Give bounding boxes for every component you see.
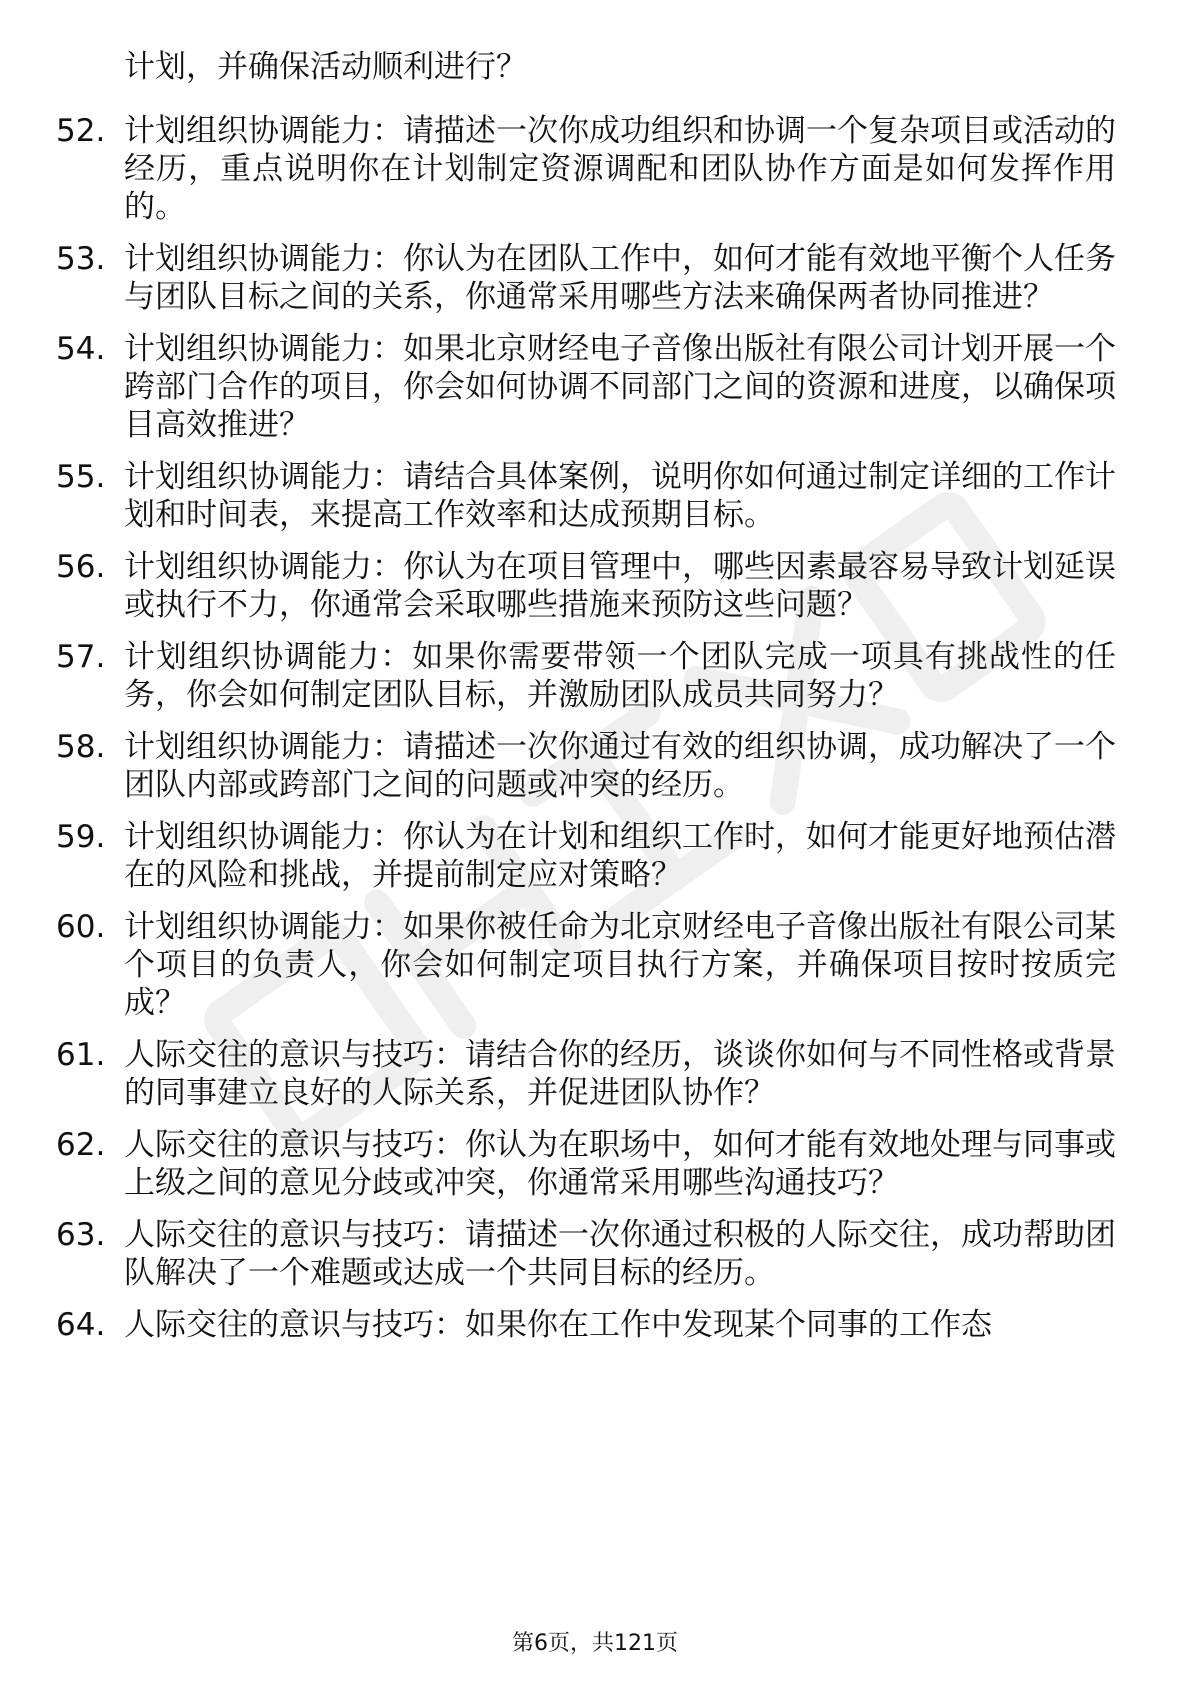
- question-item: [56, 112, 1116, 226]
- question-number: 57.: [56, 639, 106, 675]
- question-text: 计划组织协调能力：请结合具体案例，说明你如何通过制定详细的工作计划和时间表，来提高工作效率和达成预期目标。: [124, 459, 1116, 533]
- question-number: 56.: [56, 549, 106, 585]
- question-item: [56, 1126, 1116, 1202]
- question-item: [56, 818, 1116, 894]
- question-item: [56, 1306, 1116, 1344]
- question-text: 计划组织协调能力：你认为在团队工作中，如何才能有效地平衡个人任务与团队目标之间的关系，你通常采用哪些方法来确保两者协同推进？: [124, 241, 1116, 315]
- question-number: 55.: [56, 459, 106, 495]
- question-text: 计划组织协调能力：如果北京财经电子音像出版社有限公司计划开展一个跨部门合作的项目，你会如何协调不同部门之间的资源和进度，以确保项目高效推进？: [124, 331, 1116, 443]
- question-text: 人际交往的意识与技巧：请描述一次你通过积极的人际交往，成功帮助团队解决了一个难题或达成一个共同目标的经历。: [124, 1217, 1116, 1291]
- question-number: 63.: [56, 1217, 106, 1253]
- question-item: [56, 240, 1116, 316]
- question-text: 计划组织协调能力：如果你被任命为北京财经电子音像出版社有限公司某个项目的负责人，你会如何制定项目执行方案，并确保项目按时按质完成？: [124, 909, 1116, 1021]
- continuation-text: 计划，并确保活动顺利进行？: [124, 49, 527, 85]
- question-text: 人际交往的意识与技巧：你认为在职场中，如何才能有效地处理与同事或上级之间的意见分歧或冲突，你通常采用哪些沟通技巧？: [124, 1127, 1116, 1201]
- question-number: 53.: [56, 241, 106, 277]
- question-item: [56, 908, 1116, 1022]
- question-text: 计划组织协调能力：请描述一次你成功组织和协调一个复杂项目或活动的经历，重点说明你在计划制定资源调配和团队协作方面是如何发挥作用的。: [124, 113, 1116, 225]
- question-number: 64.: [56, 1307, 106, 1343]
- question-number: 58.: [56, 729, 106, 765]
- question-text: 人际交往的意识与技巧：请结合你的经历，谈谈你如何与不同性格或背景的同事建立良好的人际关系，并促进团队协作？: [124, 1037, 1116, 1111]
- question-item: [56, 330, 1116, 444]
- question-item: [56, 1216, 1116, 1292]
- question-number: 62.: [56, 1127, 106, 1163]
- question-item: [56, 638, 1116, 714]
- question-number: 52.: [56, 113, 106, 149]
- question-item: [56, 548, 1116, 624]
- question-item: [56, 458, 1116, 534]
- question-text: 人际交往的意识与技巧：如果你在工作中发现某个同事的工作态: [124, 1307, 992, 1343]
- question-text: 计划组织协调能力：请描述一次你通过有效的组织协调，成功解决了一个团队内部或跨部门之间的问题或冲突的经历。: [124, 729, 1116, 803]
- question-item: [56, 728, 1116, 804]
- question-text: 计划组织协调能力：你认为在计划和组织工作时，如何才能更好地预估潜在的风险和挑战，并提前制定应对策略？: [124, 819, 1116, 893]
- question-text: 计划组织协调能力：如果你需要带领一个团队完成一项具有挑战性的任务，你会如何制定团队目标，并激励团队成员共同努力？: [124, 639, 1116, 713]
- question-list: [56, 112, 1116, 1358]
- question-number: 61.: [56, 1037, 106, 1073]
- page-footer: 第6页，共121页: [512, 1631, 678, 1656]
- question-item: [56, 1036, 1116, 1112]
- question-number: 59.: [56, 819, 106, 855]
- question-text: 计划组织协调能力：你认为在项目管理中，哪些因素最容易导致计划延误或执行不力，你通常会采取哪些措施来预防这些问题？: [124, 549, 1116, 623]
- question-number: 54.: [56, 331, 106, 367]
- question-number: 60.: [56, 909, 106, 945]
